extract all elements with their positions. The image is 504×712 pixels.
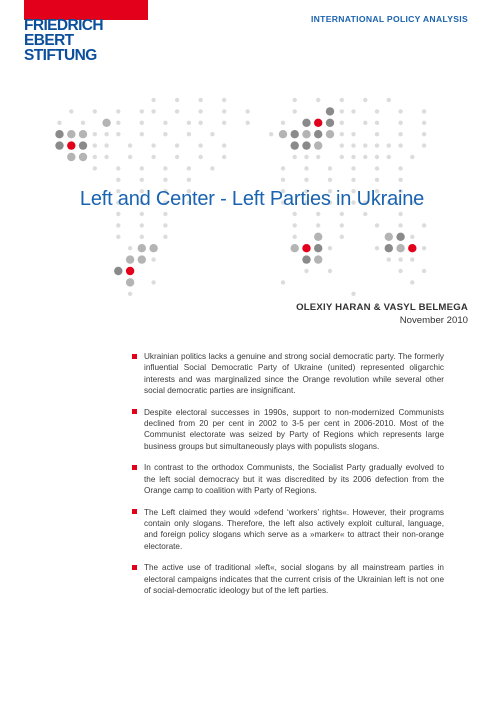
map-dot [128,143,132,147]
series-label: INTERNATIONAL POLICY ANALYSIS [310,14,468,24]
map-dot [93,109,97,113]
map-dot [398,269,402,273]
map-dot [79,130,87,138]
map-dot [104,132,108,136]
map-dot [269,132,273,136]
map-dot [198,98,202,102]
map-highlight-dot [67,141,75,149]
map-dot [116,121,120,125]
map-dot [210,132,214,136]
logo-line-2: EBERT [24,32,74,49]
map-dot [291,130,299,138]
map-dot [93,166,97,170]
summary-bullet: The Left claimed they would »defend ‘workers’ rights«. However, their programs contain only slogans. Therefore, the left also actively exploit cultural, language, and foreign policy slogans which serve as a »marker« to attract their non-orange electorate. [132,507,444,552]
map-dot [314,244,322,252]
map-dot [396,233,404,241]
map-dot [175,143,179,147]
map-dot [363,143,367,147]
map-dot [387,257,391,261]
map-dot [140,223,144,227]
map-dot [93,143,97,147]
map-dot [398,178,402,182]
map-dot [163,132,167,136]
map-dot [398,166,402,170]
map-dot [281,178,285,182]
map-dot [222,121,226,125]
map-dot [328,246,332,250]
map-dot [316,212,320,216]
map-highlight-dot [126,267,134,275]
map-dot [163,235,167,239]
map-dot [293,98,297,102]
map-dot [314,130,322,138]
map-dot [422,143,426,147]
map-dot [375,132,379,136]
map-dot [151,143,155,147]
map-dot [151,257,155,261]
map-dot [149,244,157,252]
publication-date: November 2010 [399,315,468,326]
map-dot [302,141,310,149]
map-dot [304,166,308,170]
map-dot [55,130,63,138]
bullet-square-icon [132,509,137,514]
map-dot [385,233,393,241]
map-dot [163,166,167,170]
map-dot [114,267,122,275]
map-dot [187,132,191,136]
map-dot [104,143,108,147]
map-dot [340,155,344,159]
map-dot [138,255,146,263]
map-dot [375,166,379,170]
map-dot [151,155,155,159]
document-title: Left and Center - Left Parties in Ukraine [79,188,425,210]
map-dot [140,132,144,136]
logo-wordmark [24,18,148,63]
map-dot [198,121,202,125]
map-dot [340,143,344,147]
map-dot [422,121,426,125]
map-dot [222,98,226,102]
map-dot [246,109,250,113]
map-dot [116,132,120,136]
map-dot [163,212,167,216]
map-dot [281,280,285,284]
map-dot [163,178,167,182]
map-highlight-dot [408,244,416,252]
map-dot [116,166,120,170]
map-dot [375,246,379,250]
map-dot [387,98,391,102]
map-dot [151,98,155,102]
map-dot [398,223,402,227]
map-dot [140,109,144,113]
map-dot [57,121,61,125]
map-dot [340,235,344,239]
map-dot [302,119,310,127]
map-dot [351,132,355,136]
map-dot [398,257,402,261]
map-dot [340,109,344,113]
map-dot [81,121,85,125]
map-dot [126,278,134,286]
authors: OLEXIY HARAN & VASYL BELMEGA [296,302,468,313]
map-highlight-dot [302,244,310,252]
map-dot [375,109,379,113]
summary-bullet: The active use of traditional »left«, social slogans by all mainstream parties in electoral campaigns indicates that the current crisis of the Ukrainian left is not one of social-democratic ideology but of the left parties. [132,562,444,596]
map-dot [326,107,334,115]
map-dot [222,109,226,113]
map-dot [140,121,144,125]
map-dot [151,280,155,284]
map-dot [128,292,132,296]
map-dot [398,109,402,113]
map-dot [187,178,191,182]
map-dot [375,121,379,125]
map-dot [140,235,144,239]
map-dot [314,233,322,241]
map-dot [328,178,332,182]
map-dot [279,130,287,138]
map-dot [210,166,214,170]
map-dot [281,166,285,170]
logo-line-1: FRIEDRICH [24,17,103,34]
map-dot [281,121,285,125]
map-dot [302,255,310,263]
map-dot [222,155,226,159]
map-dot [375,143,379,147]
map-dot [410,235,414,239]
map-dot [363,121,367,125]
map-dot [351,292,355,296]
map-dot [246,121,250,125]
map-dot [375,223,379,227]
map-dot [398,132,402,136]
map-dot [116,212,120,216]
map-dot [67,153,75,161]
map-dot [422,109,426,113]
map-dot [363,98,367,102]
map-dot [314,255,322,263]
map-dot [198,155,202,159]
map-dot [340,98,344,102]
map-dot [140,178,144,182]
map-dot [363,155,367,159]
map-dot [340,121,344,125]
map-dot [351,143,355,147]
map-dot [316,223,320,227]
bullet-square-icon [132,565,137,570]
map-dot [422,269,426,273]
map-dot [128,246,132,250]
map-dot [222,143,226,147]
bullet-square-icon [132,354,137,359]
map-dot [116,109,120,113]
summary-bullets [132,351,444,607]
map-dot [328,269,332,273]
map-dot [328,166,332,170]
map-dot [351,178,355,182]
map-dot [93,132,97,136]
map-dot [198,109,202,113]
map-dot [102,119,110,127]
map-dot [326,130,334,138]
map-dot [163,121,167,125]
map-dot [293,155,297,159]
map-dot [340,212,344,216]
map-dot [387,155,391,159]
map-dot [396,244,404,252]
map-dot [387,143,391,147]
map-dot [316,155,320,159]
map-dot [410,257,414,261]
map-dot [187,121,191,125]
map-dot [116,178,120,182]
map-dot [116,223,120,227]
map-dot [302,130,310,138]
map-dot [314,141,322,149]
map-dot [104,155,108,159]
map-dot [67,130,75,138]
map-dot [293,235,297,239]
map-dot [198,143,202,147]
map-dot [293,212,297,216]
map-dot [187,166,191,170]
summary-bullet: Despite electoral successes in 1990s, support to non-modernized Communists declined from 20 per cent in 2002 to 3-5 per cent in 2006-2010. Most of the Communist electorate was seized by Party of Regions which represents large business groups but simultaneously plays with populists slogans. [132,407,444,452]
map-dot [116,235,120,239]
map-dot [293,223,297,227]
bullet-square-icon [132,409,137,414]
map-dot [140,212,144,216]
map-dot [326,119,334,127]
map-dot [293,109,297,113]
summary-bullet: Ukrainian politics lacks a genuine and strong social democratic party. The formerly influential Social Democratic Party of Ukraine (united) represented oligarchic interests and was marginalized since the Orange revolution while several other social democratic parties are insignificant. [132,351,444,396]
map-dot [79,153,87,161]
map-dot [138,244,146,252]
map-dot [351,155,355,159]
map-dot [316,98,320,102]
map-dot [398,212,402,216]
map-dot [375,178,379,182]
map-dot [291,141,299,149]
map-dot [93,155,97,159]
map-dot [340,223,344,227]
summary-bullet: In contrast to the orthodox Communists, the Socialist Party gradually evolved to the left social democracy but it was discredited by its 2006 defection from the Orange camp to coalition with Party of Regions. [132,462,444,496]
map-highlight-dot [314,119,322,127]
map-dot [126,255,134,263]
map-dot [128,155,132,159]
map-dot [175,109,179,113]
map-dot [422,132,426,136]
map-dot [304,155,308,159]
logo-line-3: STIFTUNG [24,47,97,64]
map-dot [351,166,355,170]
map-dot [398,121,402,125]
bullet-square-icon [132,465,137,470]
map-dot [340,132,344,136]
fes-logo [24,0,148,72]
map-dot [163,223,167,227]
map-dot [363,212,367,216]
map-dot [398,143,402,147]
map-dot [175,155,179,159]
map-dot [304,269,308,273]
map-dot [175,98,179,102]
map-dot [410,155,414,159]
map-dot [410,280,414,284]
map-dot [55,141,63,149]
map-dot [422,223,426,227]
map-dot [375,155,379,159]
map-dot [304,178,308,182]
map-dot [69,109,73,113]
map-dot [422,246,426,250]
map-dot [140,166,144,170]
map-dot [291,244,299,252]
map-dot [79,141,87,149]
map-dot [151,109,155,113]
map-dot [351,109,355,113]
map-dot [385,244,393,252]
